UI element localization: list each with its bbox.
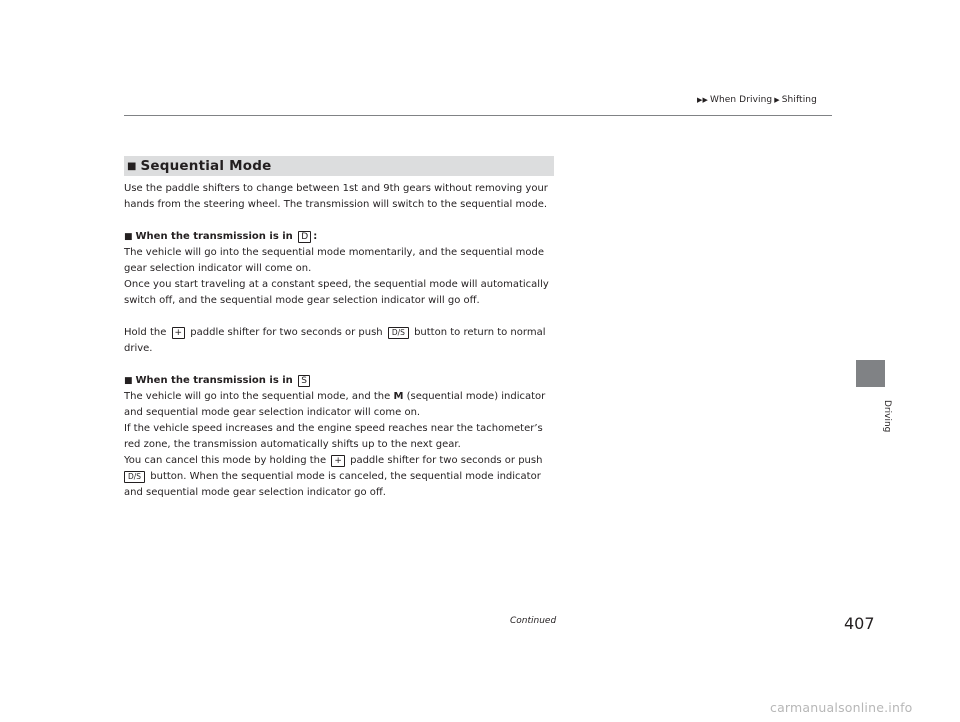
s-position-key-icon: S: [298, 375, 310, 387]
body-line: drive.: [124, 343, 153, 354]
arrow-icon: ▶: [774, 96, 780, 104]
body-line: The vehicle will go into the sequential mode, and the M (sequential mode) indicator: [124, 391, 546, 402]
body-line: Hold the + paddle shifter for two seconds or push D/S button to return to normal: [124, 327, 546, 338]
section-title: Sequential Mode: [140, 158, 272, 174]
body-line: If the vehicle speed increases and the engine speed reaches near the tachometer’s: [124, 423, 543, 434]
subheading-d: ■ When the transmission is in D :: [124, 231, 318, 242]
body-line: You can cancel this mode by holding the + paddle shifter for two seconds or push: [124, 455, 543, 466]
ds-button-icon: D/S: [388, 327, 409, 339]
ds-button-icon: D/S: [124, 471, 145, 483]
watermark: carmanualsonline.info: [770, 700, 913, 715]
plus-paddle-icon: +: [331, 455, 345, 467]
breadcrumb-when-driving[interactable]: When Driving: [709, 95, 773, 105]
square-bullet-icon: ■: [124, 232, 133, 242]
body-line: Once you start traveling at a constant speed, the sequential mode will automatically: [124, 279, 549, 290]
intro-line: Use the paddle shifters to change between 1st and 9th gears without removing your: [124, 183, 548, 194]
body-line: red zone, the transmission automatically shifts up to the next gear.: [124, 439, 461, 450]
subheading-s: ■ When the transmission is in S: [124, 373, 564, 389]
body-line: switch off, and the sequential mode gear selection indicator will go off.: [124, 295, 480, 306]
chapter-tab-label: Driving: [882, 399, 892, 433]
d-position-key-icon: D: [298, 231, 311, 243]
breadcrumb-shifting[interactable]: Shifting: [781, 95, 817, 105]
page-number: 407: [844, 614, 875, 633]
square-bullet-icon: ■: [127, 160, 137, 172]
body-line: and sequential mode gear selection indicator go off.: [124, 487, 386, 498]
breadcrumb: [697, 95, 817, 105]
square-bullet-icon: ■: [124, 376, 133, 386]
continued-label: Continued: [510, 616, 557, 626]
body-line: and sequential mode gear selection indicator will come on.: [124, 407, 421, 418]
m-indicator-label: M: [393, 391, 404, 402]
section-header: [124, 156, 554, 176]
body-line: gear selection indicator will come on.: [124, 263, 312, 274]
double-arrow-icon: ▶▶: [697, 96, 708, 104]
intro-line: hands from the steering wheel. The transmission will switch to the sequential mode.: [124, 199, 548, 210]
body-line: The vehicle will go into the sequential mode momentarily, and the sequential mode: [124, 247, 545, 258]
main-content: [124, 181, 564, 501]
chapter-tab[interactable]: [856, 360, 885, 387]
plus-paddle-icon: +: [172, 327, 186, 339]
header-divider: [124, 115, 832, 116]
body-line: D/S button. When the sequential mode is canceled, the sequential mode indicator: [124, 469, 564, 485]
